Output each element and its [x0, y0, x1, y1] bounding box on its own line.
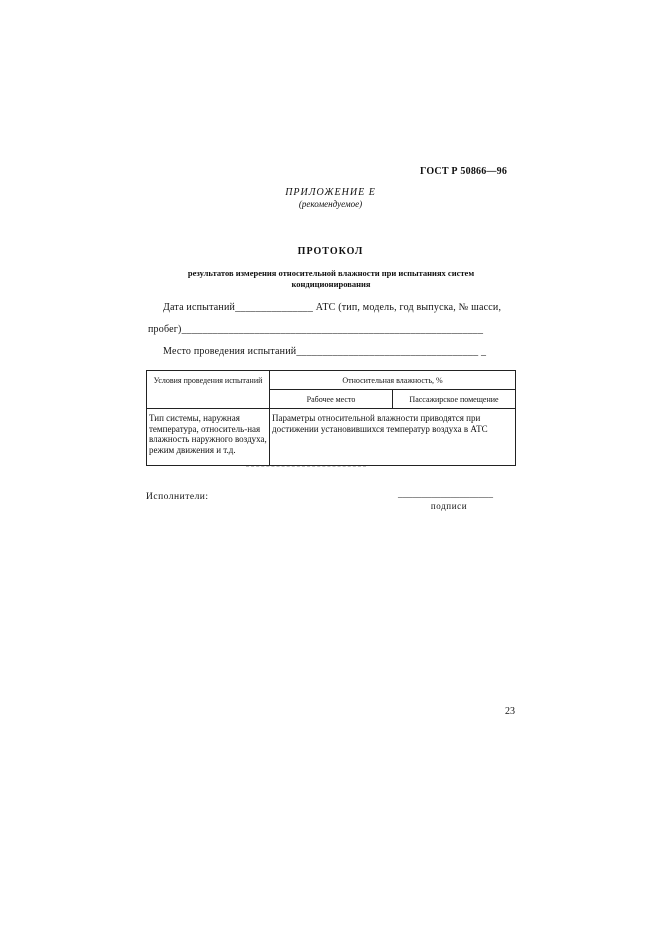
performers-label: Исполнители: — [146, 492, 209, 502]
table-divider — [269, 389, 516, 390]
document-standard-code: ГОСТ Р 50866—96 — [420, 166, 508, 177]
scan-artifact — [246, 466, 366, 468]
test-date-field: Дата испытаний_______________ АТС (тип, модель, год выпуска, № шасси, — [163, 302, 502, 313]
protocol-subtitle: результатов измерения относительной влажности при испытаниях систем кондиционирования — [187, 268, 475, 289]
table-header-workplace: Рабочее место — [306, 395, 356, 404]
signature-line: ____________________ — [398, 490, 493, 500]
appendix-note: (рекомендуемое) — [298, 199, 363, 209]
signature-caption: подписи — [430, 501, 468, 511]
table-cell-conditions: Тип системы, наружная температура, относитель-ная влажность наружного воздуха, режим движения и т.д. — [149, 413, 267, 455]
appendix-title: ПРИЛОЖЕНИЕ Е — [285, 187, 376, 198]
protocol-title: ПРОТОКОЛ — [297, 246, 364, 257]
table-header-relative-humidity: Относительная влажность, % — [342, 376, 443, 385]
table-divider — [146, 408, 516, 409]
table-header-conditions: Условия проведения испытаний — [153, 376, 263, 385]
page-number: 23 — [505, 706, 515, 717]
mileage-field: пробег)__________________________________________________________ — [148, 324, 484, 335]
test-location-field: Место проведения испытаний___________________________________ _ — [163, 346, 487, 357]
table-cell-parameters: Параметры относительной влажности приводятся при достижении установившихся температур воздуха в АТС — [272, 413, 488, 434]
table-header-passenger: Пассажирское помещение — [409, 395, 499, 404]
